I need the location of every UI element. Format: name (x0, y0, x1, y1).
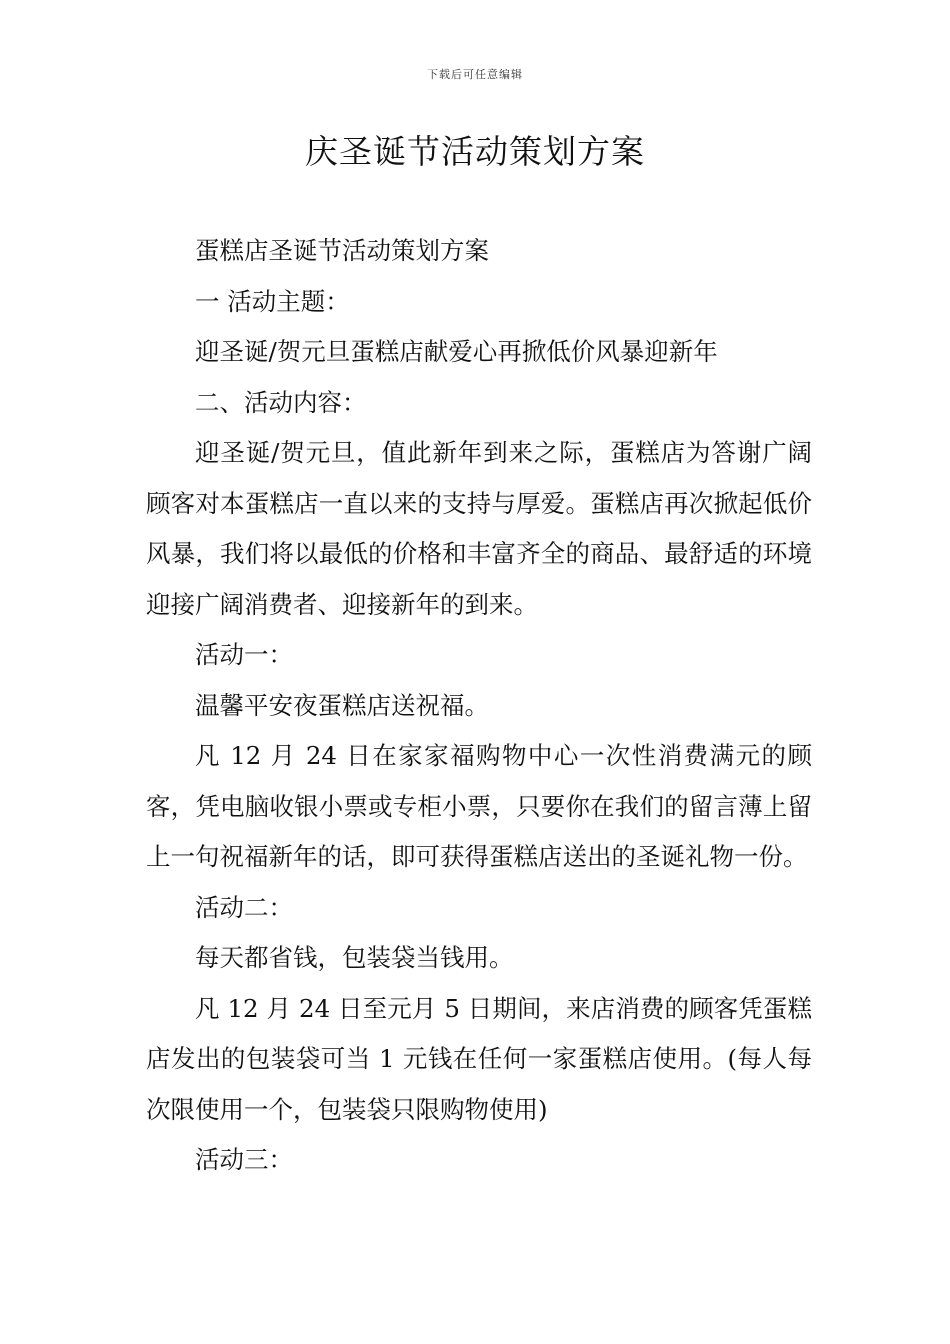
paragraph-section-theme: 一 活动主题： (195, 286, 350, 316)
paragraph-content-text: 迎圣诞/贺元旦，值此新年到来之际，蛋糕店为答谢广阔顾客对本蛋糕店一直以来的支持与厚爱。蛋糕店再次掀起低价风暴，我们将以最低的价格和丰富齐全的商品、最舒适的环境迎接广阔消费者、迎接新年的到来。 (146, 438, 812, 619)
page-header-note: 下载后可任意编辑 (427, 68, 523, 81)
paragraph-activity-one-text: 凡 12 月 24 日在家家福购物中心一次性消费满元的顾客，凭电脑收银小票或专柜小票，只要你在我们的留言薄上留上一句祝福新年的话，即可获得蛋糕店送出的圣诞礼物一份。 (146, 741, 812, 871)
document-title: 庆圣诞节活动策划方案 (305, 132, 645, 171)
paragraph-activity-two-title: 每天都省钱，包装袋当钱用。 (195, 943, 514, 972)
paragraph-activity-one: 活动一： (195, 640, 293, 669)
paragraph-activity-two: 活动二： (195, 892, 293, 922)
paragraph-activity-three: 活动三： (195, 1145, 293, 1174)
document-body (146, 226, 812, 1186)
paragraph-activity-two-text: 凡 12 月 24 日至元月 5 日期间，来店消费的顾客凭蛋糕店发出的包装袋可当 1 元钱在任何一家蛋糕店使用。(每人每次限使用一个，包装袋只限购物使用) (146, 993, 812, 1124)
paragraph-section-content: 二、活动内容： (195, 387, 367, 417)
paragraph-theme-text: 迎圣诞/贺元旦蛋糕店献爱心再掀低价风暴迎新年 (195, 337, 718, 366)
paragraph-activity-one-title: 温馨平安夜蛋糕店送祝福。 (195, 690, 489, 720)
paragraph-subtitle: 蛋糕店圣诞节活动策划方案 (195, 236, 489, 265)
